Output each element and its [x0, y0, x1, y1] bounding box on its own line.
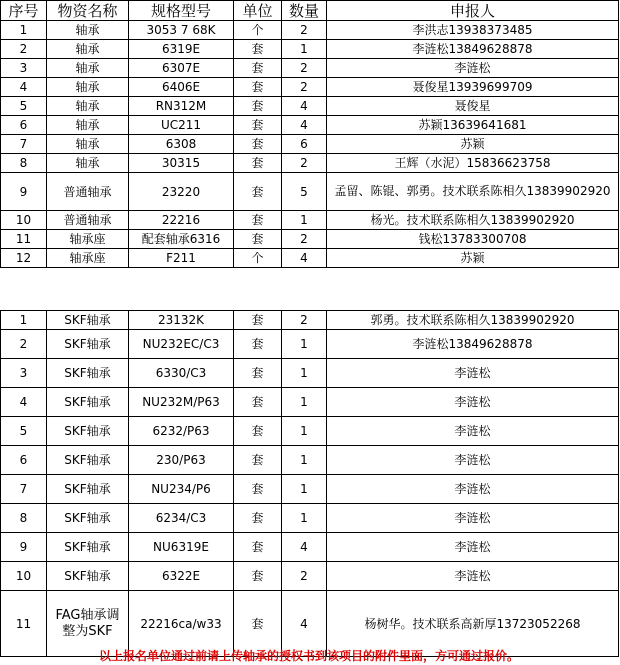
cell-no: 3 [1, 359, 47, 388]
cell-spec: NU232EC/C3 [129, 330, 234, 359]
cell-unit: 套 [234, 446, 282, 475]
cell-name: 普通轴承 [47, 211, 129, 230]
cell-no: 7 [1, 475, 47, 504]
table-row [1, 359, 619, 388]
cell-no: 10 [1, 211, 47, 230]
header-no: 序号 [1, 1, 47, 21]
cell-qty: 2 [282, 78, 327, 97]
cell-name: 普通轴承 [47, 173, 129, 211]
cell-applicant: 李涟松 [327, 504, 619, 533]
table-row [1, 21, 619, 40]
cell-name: SKF轴承 [47, 330, 129, 359]
cell-spec: 30315 [129, 154, 234, 173]
cell-no: 9 [1, 173, 47, 211]
cell-unit: 套 [234, 135, 282, 154]
cell-no: 5 [1, 97, 47, 116]
header-unit: 单位 [234, 1, 282, 21]
cell-spec: 22216ca/w33 [129, 591, 234, 657]
cell-spec: 6308 [129, 135, 234, 154]
table-row [1, 59, 619, 78]
table-row [1, 116, 619, 135]
cell-no: 1 [1, 311, 47, 330]
table-row [1, 388, 619, 417]
cell-spec: NU232M/P63 [129, 388, 234, 417]
spacer-row [1, 268, 619, 311]
cell-no: 10 [1, 562, 47, 591]
cell-name: SKF轴承 [47, 311, 129, 330]
cell-name: SKF轴承 [47, 475, 129, 504]
cell-no: 8 [1, 504, 47, 533]
cell-qty: 1 [282, 40, 327, 59]
table-row [1, 40, 619, 59]
cell-qty: 1 [282, 417, 327, 446]
cell-spec: 23220 [129, 173, 234, 211]
cell-no: 5 [1, 417, 47, 446]
cell-applicant: 孟留、陈锟、郭勇。技术联系陈相久13839902920 [327, 173, 619, 211]
section-2-rows [1, 311, 619, 657]
cell-qty: 6 [282, 135, 327, 154]
cell-spec: 6406E [129, 78, 234, 97]
header-qty: 数量 [282, 1, 327, 21]
cell-applicant: 苏颖 [327, 135, 619, 154]
cell-name: 轴承 [47, 135, 129, 154]
cell-unit: 套 [234, 40, 282, 59]
cell-qty: 2 [282, 562, 327, 591]
cell-applicant: 李涟松 [327, 446, 619, 475]
cell-unit: 套 [234, 504, 282, 533]
cell-applicant: 李涟松 [327, 417, 619, 446]
cell-applicant: 郭勇。技术联系陈相久13839902920 [327, 311, 619, 330]
cell-applicant: 李涟松 [327, 388, 619, 417]
cell-name: 轴承 [47, 97, 129, 116]
cell-unit: 套 [234, 533, 282, 562]
table-row [1, 211, 619, 230]
cell-name: FAG轴承调整为SKF [47, 591, 129, 657]
cell-no: 8 [1, 154, 47, 173]
cell-no: 11 [1, 230, 47, 249]
cell-applicant: 李洪志13938373485 [327, 21, 619, 40]
cell-name: 轴承 [47, 78, 129, 97]
cell-spec: 配套轴承6316 [129, 230, 234, 249]
cell-applicant: 苏颖13639641681 [327, 116, 619, 135]
cell-name: SKF轴承 [47, 417, 129, 446]
header-name: 物资名称 [47, 1, 129, 21]
cell-name: SKF轴承 [47, 446, 129, 475]
cell-unit: 套 [234, 230, 282, 249]
cell-qty: 2 [282, 230, 327, 249]
section-gap [1, 268, 619, 311]
cell-qty: 2 [282, 21, 327, 40]
cell-name: SKF轴承 [47, 533, 129, 562]
cell-no: 2 [1, 40, 47, 59]
cell-unit: 套 [234, 173, 282, 211]
cell-unit: 套 [234, 78, 282, 97]
cell-spec: 6330/C3 [129, 359, 234, 388]
table-row [1, 533, 619, 562]
footer-note: 以上报名单位通过前请上传轴承的授权书到该项目的附件里面，方可通过报价。 [98, 649, 519, 663]
cell-no: 12 [1, 249, 47, 268]
table-row [1, 249, 619, 268]
cell-spec: 6232/P63 [129, 417, 234, 446]
cell-unit: 套 [234, 562, 282, 591]
cell-qty: 2 [282, 59, 327, 78]
cell-no: 4 [1, 78, 47, 97]
cell-unit: 套 [234, 211, 282, 230]
cell-applicant: 苏颖 [327, 249, 619, 268]
cell-unit: 套 [234, 417, 282, 446]
cell-unit: 套 [234, 591, 282, 657]
cell-unit: 套 [234, 388, 282, 417]
cell-name: 轴承 [47, 154, 129, 173]
cell-unit: 个 [234, 21, 282, 40]
table-row [1, 475, 619, 504]
cell-applicant: 杨光。技术联系陈相久13839902920 [327, 211, 619, 230]
cell-applicant: 李涟松 [327, 359, 619, 388]
table-row [1, 446, 619, 475]
cell-qty: 1 [282, 211, 327, 230]
cell-spec: NU6319E [129, 533, 234, 562]
cell-spec: 6322E [129, 562, 234, 591]
cell-name: SKF轴承 [47, 359, 129, 388]
cell-unit: 套 [234, 97, 282, 116]
cell-qty: 4 [282, 533, 327, 562]
cell-qty: 1 [282, 330, 327, 359]
cell-name: 轴承 [47, 21, 129, 40]
cell-unit: 个 [234, 249, 282, 268]
cell-applicant: 王辉（水泥）15836623758 [327, 154, 619, 173]
cell-unit: 套 [234, 330, 282, 359]
cell-unit: 套 [234, 311, 282, 330]
cell-no: 4 [1, 388, 47, 417]
cell-applicant: 李涟松 [327, 59, 619, 78]
cell-no: 3 [1, 59, 47, 78]
cell-applicant: 钱松13783300708 [327, 230, 619, 249]
table-row [1, 78, 619, 97]
spacer-cell [1, 268, 619, 311]
table-row [1, 230, 619, 249]
cell-spec: 6307E [129, 59, 234, 78]
cell-no: 11 [1, 591, 47, 657]
cell-unit: 套 [234, 475, 282, 504]
cell-spec: 22216 [129, 211, 234, 230]
table-row [1, 330, 619, 359]
cell-qty: 2 [282, 154, 327, 173]
cell-name: SKF轴承 [47, 562, 129, 591]
table-row [1, 311, 619, 330]
cell-applicant: 聂俊星13939699709 [327, 78, 619, 97]
section-1-rows [1, 21, 619, 268]
cell-no: 7 [1, 135, 47, 154]
cell-spec: 23132K [129, 311, 234, 330]
table-row [1, 504, 619, 533]
table-row [1, 173, 619, 211]
cell-spec: UC211 [129, 116, 234, 135]
table-row [1, 154, 619, 173]
cell-no: 1 [1, 21, 47, 40]
cell-spec: RN312M [129, 97, 234, 116]
cell-qty: 1 [282, 446, 327, 475]
cell-qty: 5 [282, 173, 327, 211]
cell-spec: 3053 7 68K [129, 21, 234, 40]
table-row [1, 97, 619, 116]
cell-spec: 6234/C3 [129, 504, 234, 533]
cell-qty: 1 [282, 475, 327, 504]
cell-qty: 1 [282, 388, 327, 417]
cell-qty: 4 [282, 116, 327, 135]
header-row [1, 1, 619, 21]
cell-name: SKF轴承 [47, 388, 129, 417]
cell-no: 6 [1, 446, 47, 475]
cell-no: 6 [1, 116, 47, 135]
header-applicant: 申报人 [327, 1, 619, 21]
table-row [1, 562, 619, 591]
cell-qty: 1 [282, 504, 327, 533]
cell-applicant: 李涟松 [327, 475, 619, 504]
cell-spec: NU234/P6 [129, 475, 234, 504]
cell-unit: 套 [234, 154, 282, 173]
table-row [1, 135, 619, 154]
cell-name: 轴承 [47, 59, 129, 78]
cell-no: 2 [1, 330, 47, 359]
cell-unit: 套 [234, 59, 282, 78]
cell-applicant: 李涟松13849628878 [327, 330, 619, 359]
cell-name: 轴承座 [47, 230, 129, 249]
cell-applicant: 聂俊星 [327, 97, 619, 116]
cell-spec: F211 [129, 249, 234, 268]
cell-qty: 1 [282, 359, 327, 388]
cell-spec: 6319E [129, 40, 234, 59]
cell-qty: 2 [282, 311, 327, 330]
header-spec: 规格型号 [129, 1, 234, 21]
cell-unit: 套 [234, 116, 282, 135]
cell-spec: 230/P63 [129, 446, 234, 475]
cell-applicant: 李涟松13849628878 [327, 40, 619, 59]
cell-qty: 4 [282, 591, 327, 657]
cell-qty: 4 [282, 249, 327, 268]
cell-name: 轴承座 [47, 249, 129, 268]
cell-name: SKF轴承 [47, 504, 129, 533]
cell-applicant: 杨树华。技术联系高新厚13723052268 [327, 591, 619, 657]
cell-name: 轴承 [47, 116, 129, 135]
cell-unit: 套 [234, 359, 282, 388]
cell-name: 轴承 [47, 40, 129, 59]
table-row [1, 591, 619, 657]
cell-applicant: 李涟松 [327, 533, 619, 562]
cell-qty: 4 [282, 97, 327, 116]
table-row [1, 417, 619, 446]
cell-applicant: 李涟松 [327, 562, 619, 591]
cell-no: 9 [1, 533, 47, 562]
